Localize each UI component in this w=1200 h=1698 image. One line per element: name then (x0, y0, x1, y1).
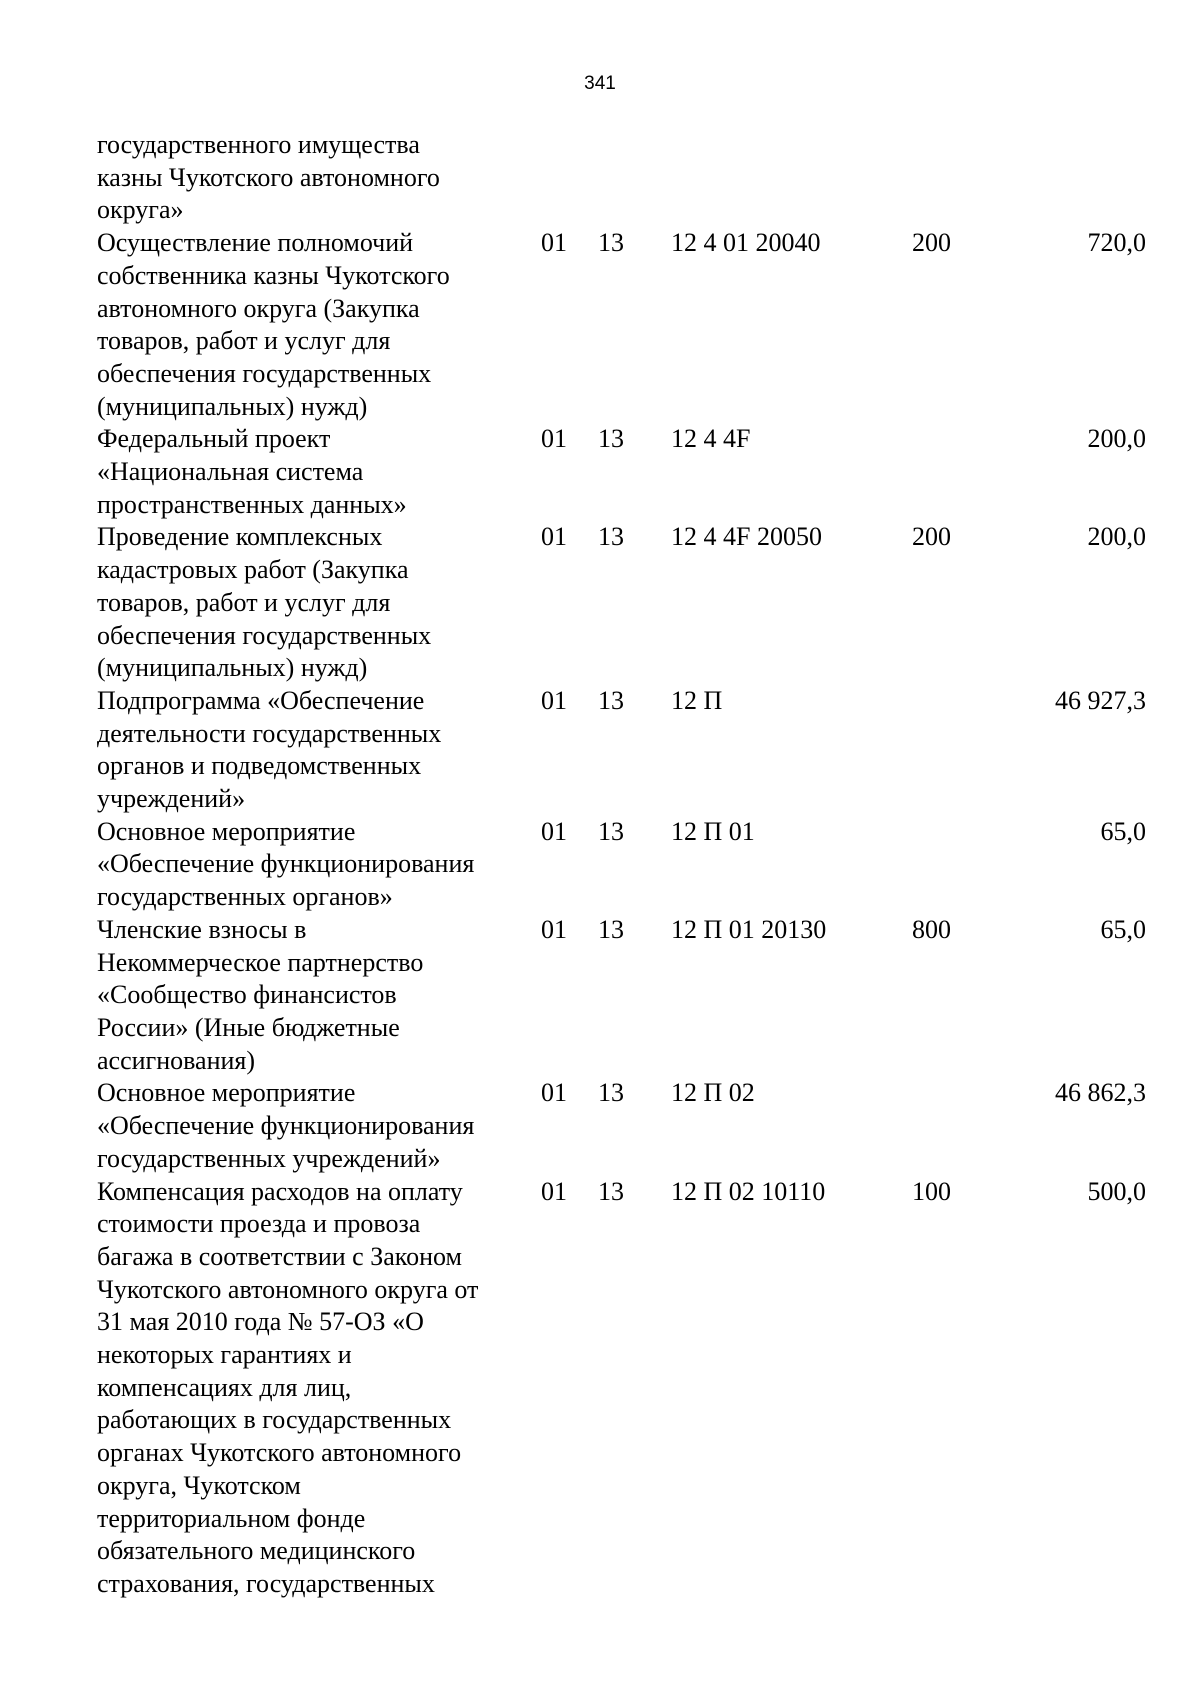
row-name-line: обеспечения государственных (97, 358, 432, 388)
row-name-line: Федеральный проект (97, 424, 331, 454)
table-row (0, 227, 1200, 423)
subsection-code: 13 (598, 424, 624, 454)
row-name-line: товаров, работ и услуг для (97, 326, 391, 356)
section-code: 01 (541, 816, 567, 846)
row-name-line: учреждений» (97, 784, 246, 814)
row-name-line: Основное мероприятие (97, 816, 356, 846)
row-name-line: багажа в соответствии с Законом (97, 1241, 462, 1271)
page-number: 341 (584, 73, 616, 94)
row-name-line: 31 мая 2010 года № 57-ОЗ «О (97, 1307, 424, 1337)
row-name-line: Подпрограмма «Обеспечение (97, 685, 425, 715)
table-row (0, 685, 1200, 816)
row-name-line: ассигнования) (97, 1045, 256, 1075)
row-name-line: (муниципальных) нужд) (97, 653, 368, 683)
table-row (0, 129, 1200, 227)
row-name (97, 816, 527, 914)
row-name-line: «Обеспечение функционирования (97, 1111, 475, 1141)
subsection-code: 13 (598, 1176, 624, 1206)
row-name-line: «Национальная система (97, 457, 364, 487)
amount: 46 862,3 (1055, 1078, 1146, 1108)
row-name-line: Членские взносы в (97, 914, 307, 944)
row-name-line: Осуществление полномочий (97, 228, 414, 258)
row-name-line: «Сообщество финансистов (97, 980, 397, 1010)
subsection-code: 13 (598, 228, 624, 258)
expense-type-code: 800 (912, 914, 951, 944)
row-name-line: компенсациях для лиц, (97, 1372, 352, 1402)
subsection-code: 13 (598, 685, 624, 715)
amount: 65,0 (1100, 914, 1146, 944)
row-name-line: деятельности государственных (97, 718, 442, 748)
row-name-line: органов и подведомственных (97, 751, 422, 781)
amount: 200,0 (1087, 424, 1146, 454)
target-article-code: 12 4 4F 20050 (671, 522, 822, 552)
row-name-line: Компенсация расходов на оплату (97, 1176, 463, 1206)
section-code: 01 (541, 424, 567, 454)
row-name-line: собственника казны Чукотского (97, 260, 450, 290)
target-article-code: 12 П 02 (671, 1078, 755, 1108)
section-code: 01 (541, 1078, 567, 1108)
expense-type-code: 100 (912, 1176, 951, 1206)
row-name-line: округа, Чукотском (97, 1470, 301, 1500)
row-name-line: обеспечения государственных (97, 620, 432, 650)
row-name-line: органах Чукотского автономного (97, 1438, 462, 1468)
row-name (97, 1176, 527, 1601)
row-name-line: государственных органов» (97, 882, 393, 912)
row-name-line: автономного округа (Закупка (97, 293, 420, 323)
table-row (0, 1077, 1200, 1175)
subsection-code: 13 (598, 914, 624, 944)
section-code: 01 (541, 522, 567, 552)
row-name (97, 1077, 527, 1175)
target-article-code: 12 П (671, 685, 723, 715)
target-article-code: 12 П 01 20130 (671, 914, 827, 944)
row-name (97, 914, 527, 1078)
row-name-line: страхования, государственных (97, 1568, 435, 1598)
target-article-code: 12 4 01 20040 (671, 228, 821, 258)
row-name-line: пространственных данных» (97, 489, 407, 519)
row-name (97, 423, 527, 521)
row-name (97, 521, 527, 685)
amount: 500,0 (1087, 1176, 1146, 1206)
amount: 46 927,3 (1055, 685, 1146, 715)
row-name-line: Чукотского автономного округа от (97, 1274, 479, 1304)
section-code: 01 (541, 914, 567, 944)
row-name-line: России» (Иные бюджетные (97, 1012, 400, 1042)
amount: 200,0 (1087, 522, 1146, 552)
amount: 720,0 (1087, 228, 1146, 258)
amount: 65,0 (1100, 816, 1146, 846)
expense-type-code: 200 (912, 228, 951, 258)
subsection-code: 13 (598, 816, 624, 846)
target-article-code: 12 П 01 (671, 816, 755, 846)
row-name-line: некоторых гарантиях и (97, 1340, 352, 1370)
row-name-line: казны Чукотского автономного (97, 162, 440, 192)
row-name-line: государственного имущества (97, 130, 420, 159)
budget-table (0, 129, 1200, 1601)
row-name-line: товаров, работ и услуг для (97, 587, 391, 617)
row-name-line: Проведение комплексных (97, 522, 383, 552)
target-article-code: 12 4 4F (671, 424, 751, 454)
table-row (0, 914, 1200, 1078)
row-name (97, 227, 527, 423)
subsection-code: 13 (598, 1078, 624, 1108)
target-article-code: 12 П 02 10110 (671, 1176, 826, 1206)
row-name (97, 129, 527, 227)
subsection-code: 13 (598, 522, 624, 552)
row-name-line: кадастровых работ (Закупка (97, 555, 409, 585)
row-name-line: государственных учреждений» (97, 1143, 441, 1173)
table-row (0, 521, 1200, 685)
row-name-line: Некоммерческое партнерство (97, 947, 424, 977)
section-code: 01 (541, 228, 567, 258)
row-name-line: стоимости проезда и провоза (97, 1209, 421, 1239)
row-name-line: «Обеспечение функционирования (97, 849, 475, 879)
table-row (0, 1176, 1200, 1601)
row-name-line: Основное мероприятие (97, 1078, 356, 1108)
table-row (0, 816, 1200, 914)
row-name-line: территориальном фонде (97, 1503, 366, 1533)
row-name-line: округа» (97, 195, 184, 225)
row-name-line: (муниципальных) нужд) (97, 391, 368, 421)
section-code: 01 (541, 685, 567, 715)
section-code: 01 (541, 1176, 567, 1206)
row-name-line: работающих в государственных (97, 1405, 452, 1435)
expense-type-code: 200 (912, 522, 951, 552)
row-name-line: обязательного медицинского (97, 1536, 416, 1566)
table-row (0, 423, 1200, 521)
row-name (97, 685, 527, 816)
